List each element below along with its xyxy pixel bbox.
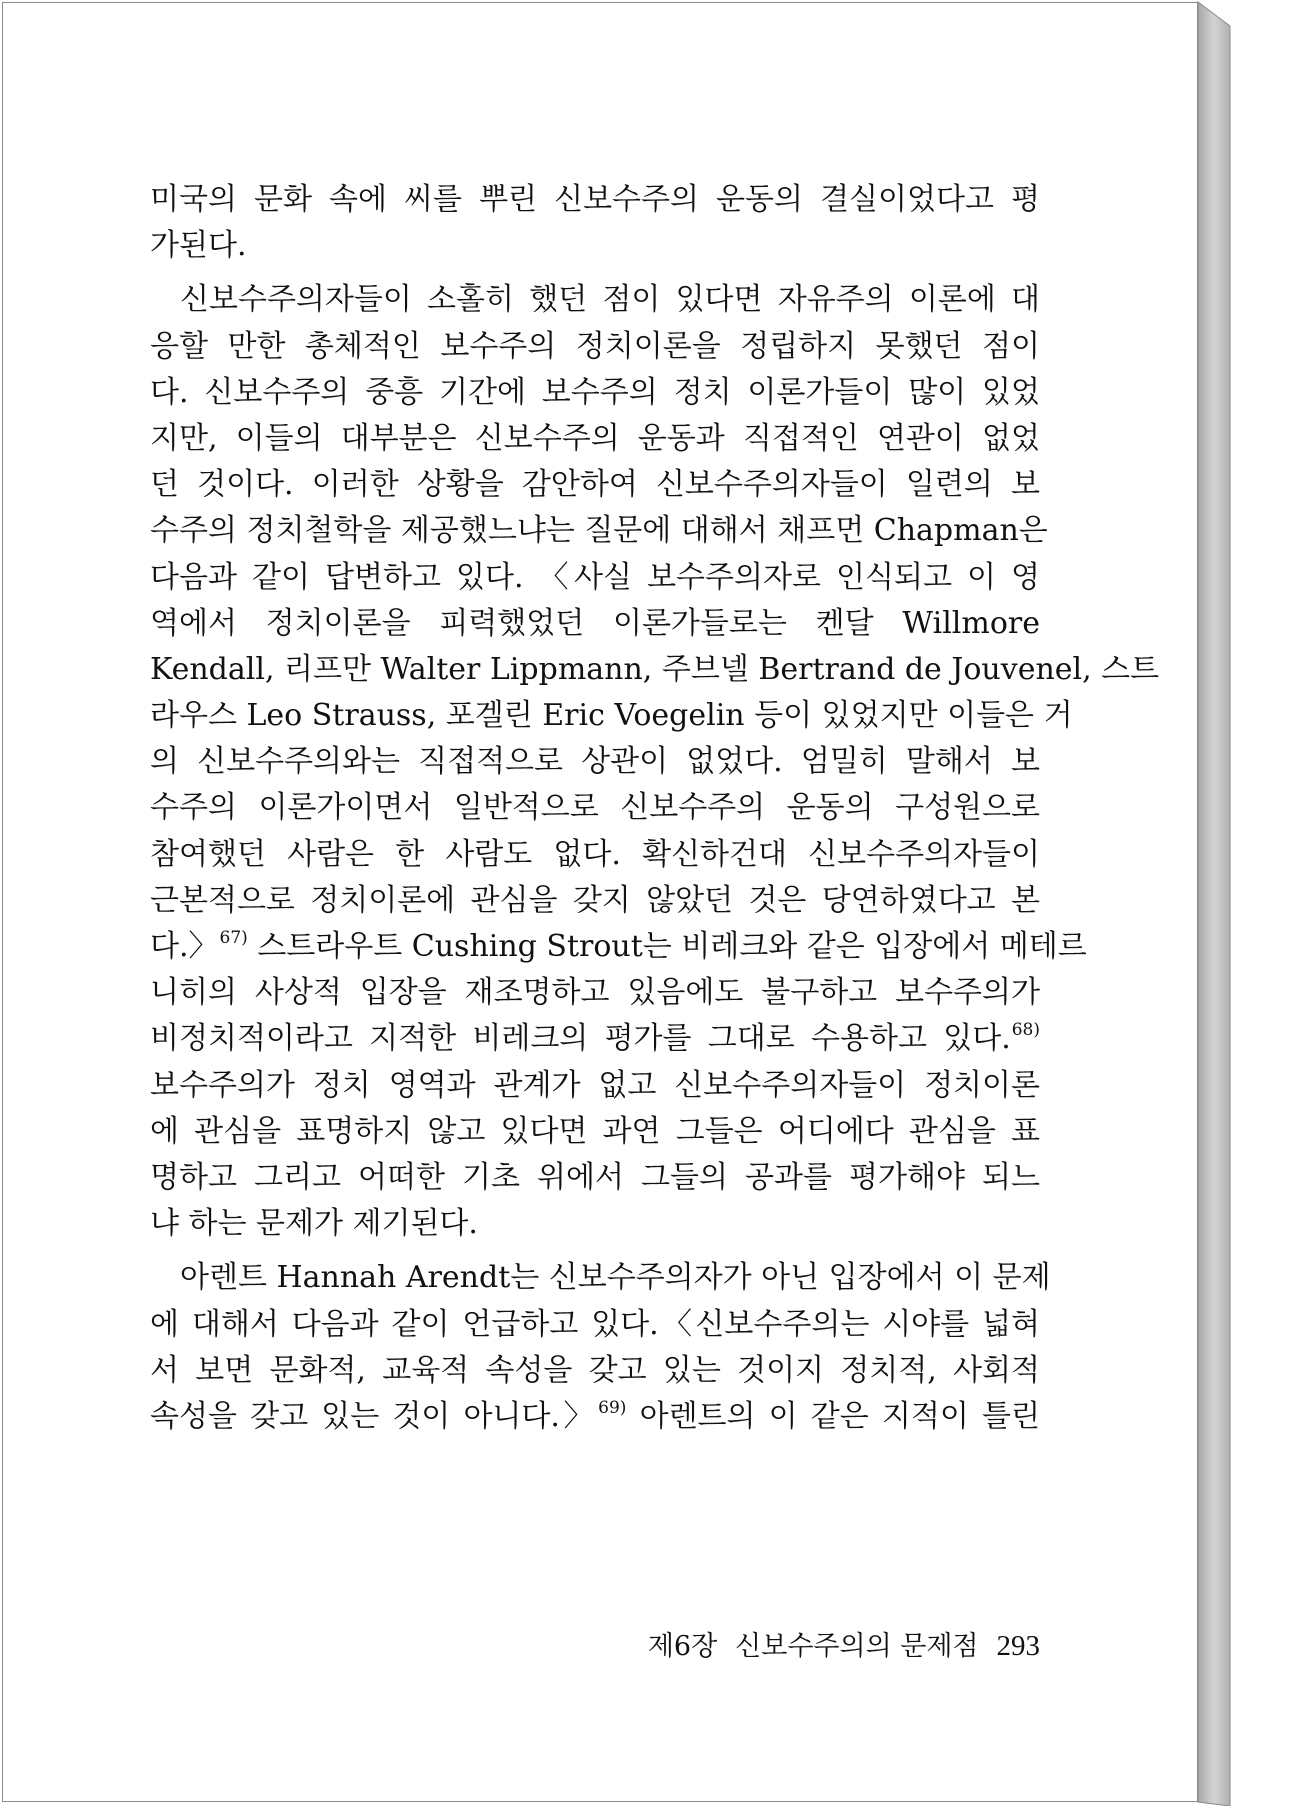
text-line: 던 것이다. 이러한 상황을 감안하여 신보수주의자들이 일련의 보 (150, 467, 1040, 503)
text-line: 수주의 정치철학을 제공했느냐는 질문에 대해서 채프먼 Chapman은 (150, 513, 1048, 549)
text-line: 지만, 이들의 대부분은 신보수주의 운동과 직접적인 연관이 없었 (150, 420, 1040, 456)
text-line: 다. 신보수주의 중흥 기간에 보수주의 정치 이론가들이 많이 있었 (150, 374, 1040, 410)
text-line: 가된다. (150, 228, 247, 264)
text-line: 미국의 문화 속에 씨를 뿌린 신보수주의 운동의 결실이었다고 평 (150, 182, 1040, 217)
text-line: Kendall, 리프만 Walter Lippmann, 주브넬 Bertrand de Jouvenel, 스트 (150, 651, 1160, 687)
text-line: 역에서 정치이론을 피력했었던 이론가들로는 켄달 Willmore (150, 605, 1040, 641)
text-line: 서 보면 문화적, 교육적 속성을 갖고 있는 것이지 정치적, 사회적 (150, 1352, 1040, 1388)
footnote-ref: 67) (219, 928, 248, 948)
paragraph-first-line: 신보수주의자들이 소홀히 했던 점이 있다면 자유주의 이론에 대 (180, 282, 1040, 318)
footnote-ref: 69) (598, 1397, 627, 1418)
text-line: 근본적으로 정치이론에 관심을 갖지 않았던 것은 당연하였다고 본 (150, 882, 1040, 918)
text-line: 수주의 이론가이면서 일반적으로 신보수주의 운동의 구성원으로 (150, 790, 1040, 826)
text-line: 다.〉$^{67)}$ 스트라우트 Cushing Strout는 비레크와 같은 입장에서 메테르 (150, 928, 1087, 964)
running-head-chapter: 제6장 (647, 1631, 718, 1662)
text-line: 에 대해서 다음과 같이 언급하고 있다.〈신보수주의는 시야를 넓혀 (150, 1306, 1040, 1342)
running-head-title: 신보수주의의 문제점 (735, 1631, 979, 1662)
page-body-text (150, 178, 1160, 1441)
text-line: 냐 하는 문제가 제기된다. (150, 1206, 478, 1242)
text-line: 라우스 Leo Strauss, 포겔린 Eric Voegelin 등이 있었지만 이들은 거 (150, 698, 1073, 734)
text-line: 명하고 그리고 어떠한 기초 위에서 그들의 공과를 평가해야 되느 (150, 1159, 1040, 1195)
text-line: 응할 만한 총체적인 보수주의 정치이론을 정립하지 못했던 점이 (150, 328, 1040, 364)
page-number: 293 (996, 1630, 1040, 1662)
text-line: 보수주의가 정치 영역과 관계가 없고 신보수주의자들이 정치이론 (150, 1067, 1040, 1103)
text-line: 비정치적이라고 지적한 비레크의 평가를 그대로 수용하고 있다.$^{68)}$ (150, 1020, 1040, 1057)
text-line: 에 관심을 표명하지 않고 있다면 과연 그들은 어디에다 관심을 표 (150, 1113, 1040, 1149)
text-line: 니히의 사상적 입장을 재조명하고 있음에도 불구하고 보수주의가 (150, 975, 1040, 1011)
footnote-ref: 68) (1011, 1020, 1040, 1041)
text-line: 다음과 같이 답변하고 있다. 〈사실 보수주의자로 인식되고 이 영 (150, 559, 1040, 595)
text-line: 참여했던 사람은 한 사람도 없다. 확신하건대 신보수주의자들이 (150, 836, 1040, 872)
text-line: 의 신보수주의와는 직접적으로 상관이 없었다. 엄밀히 말해서 보 (150, 744, 1040, 780)
page-footer (640, 1626, 1040, 1666)
text-line: 속성을 갖고 있는 것이 아니다.〉$^{69)}$ 아렌트의 이 같은 지적이 틀린 (150, 1397, 1040, 1434)
paragraph-first-line: 아렌트 Hannah Arendt는 신보수주의자가 아닌 입장에서 이 문제 (180, 1260, 1051, 1296)
